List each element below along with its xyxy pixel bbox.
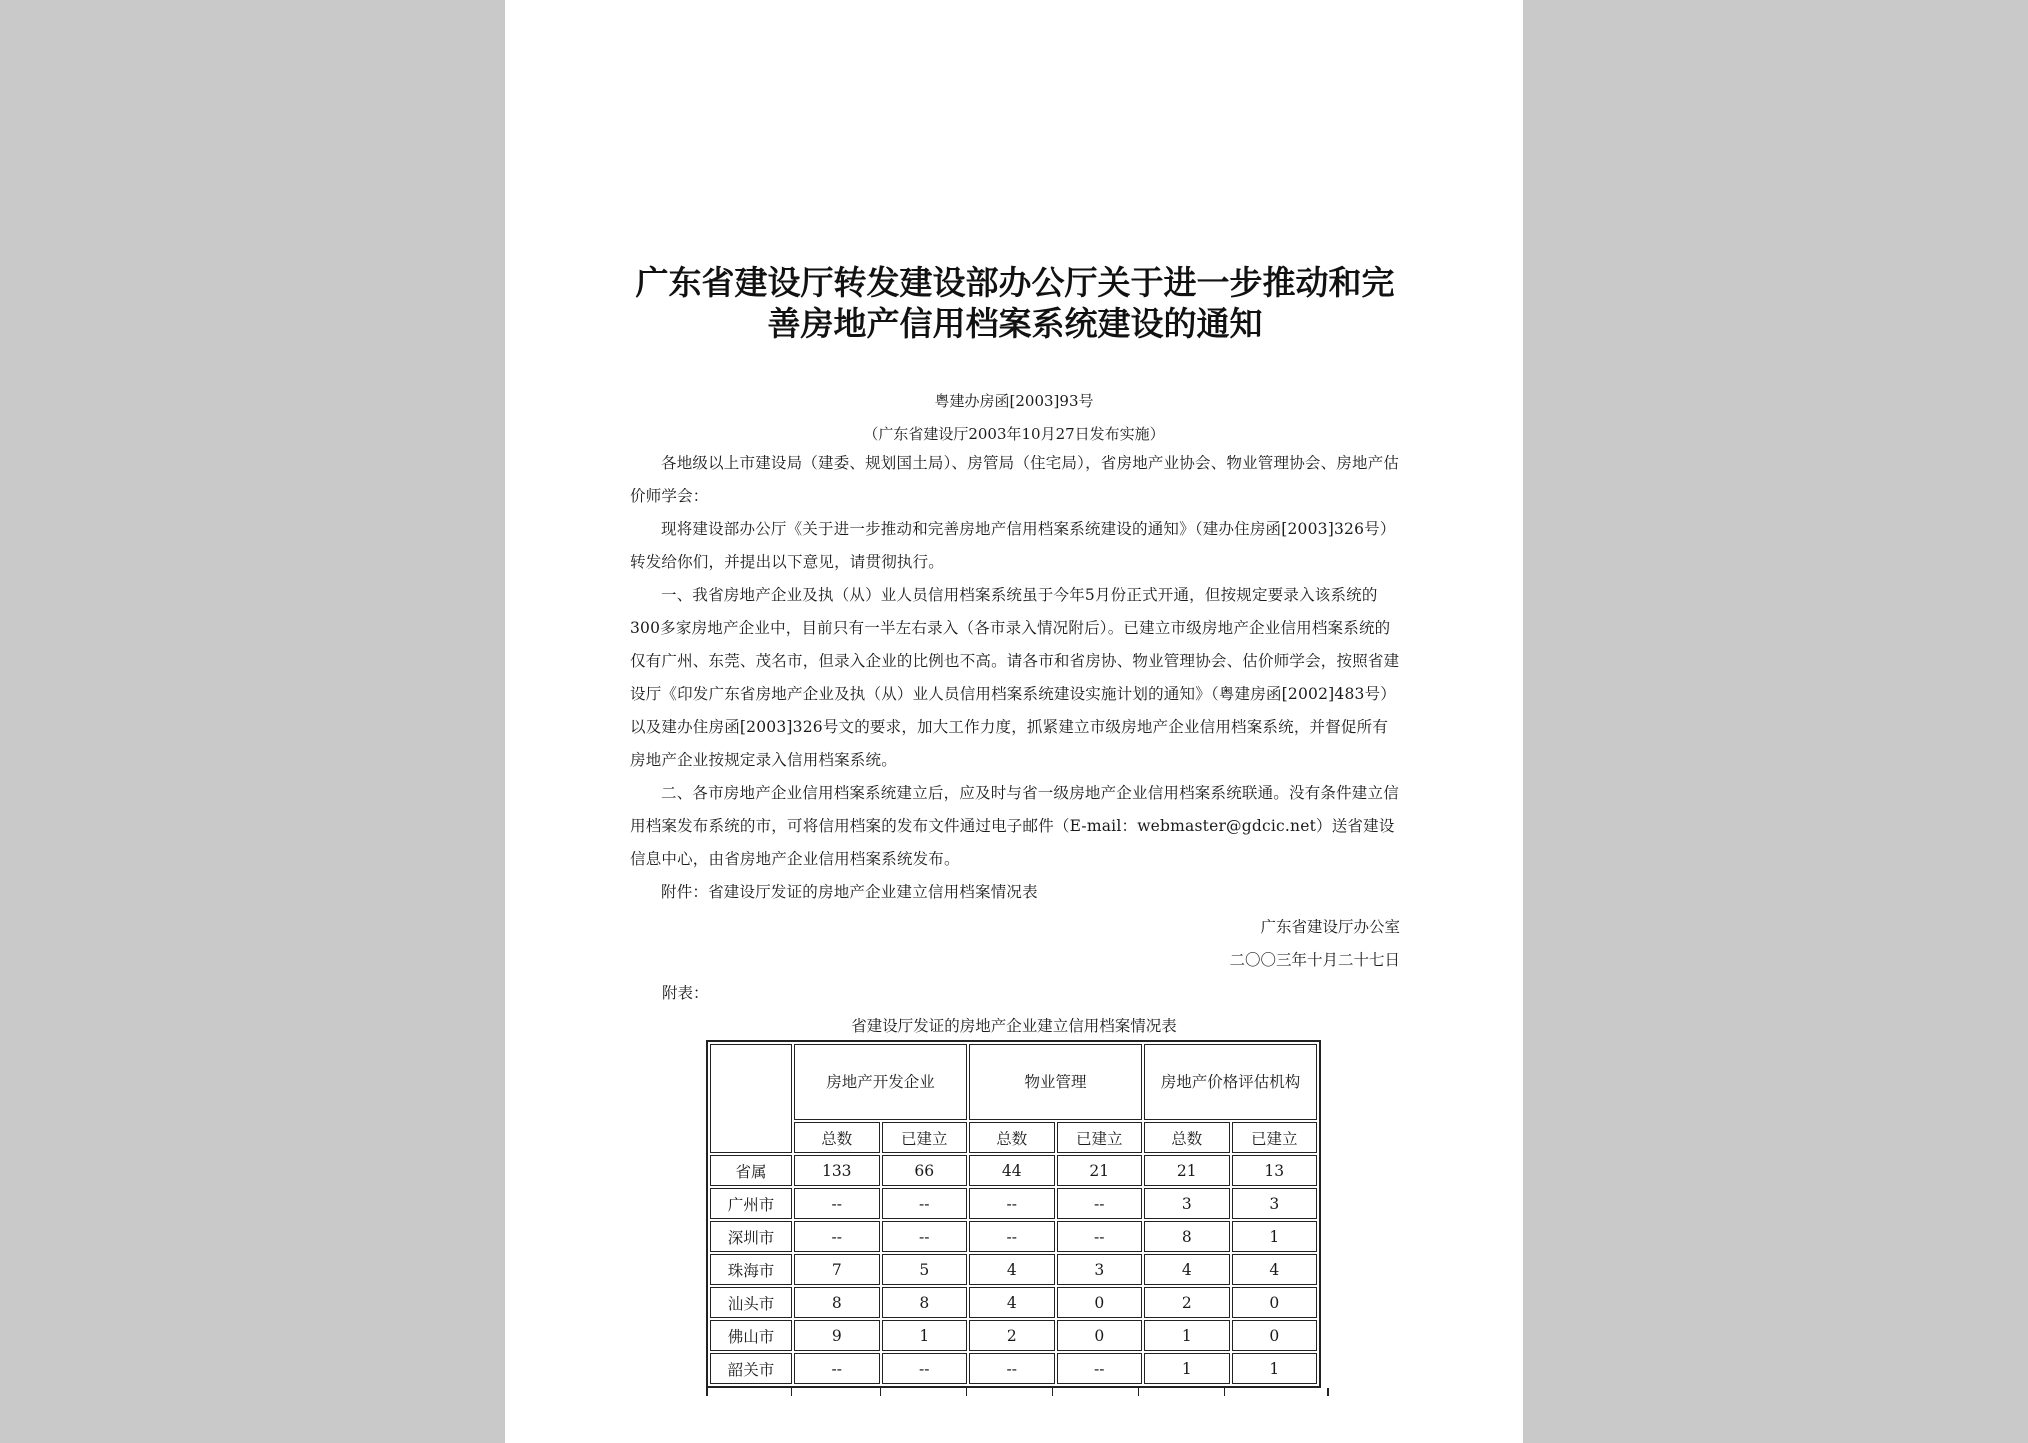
group-header-developers: 房地产开发企业: [794, 1044, 967, 1120]
document-title: [595, 262, 1435, 344]
table-cell: 1: [1232, 1353, 1318, 1384]
table-cell: --: [794, 1353, 880, 1384]
corner-header-cell: [710, 1044, 792, 1153]
table-cell: 4: [1144, 1254, 1230, 1285]
subheader-total: 总数: [969, 1122, 1055, 1153]
table-cell: 0: [1232, 1320, 1318, 1351]
table-cell: 1: [1144, 1353, 1230, 1384]
table-cell: 0: [1057, 1320, 1143, 1351]
table-row: [710, 1353, 1317, 1384]
table-cell: 4: [969, 1287, 1055, 1318]
table-cell: 66: [882, 1155, 968, 1186]
table-cell: 3: [1057, 1254, 1143, 1285]
title-line-1: 广东省建设厅转发建设部办公厅关于进一步推动和完: [635, 263, 1395, 302]
table-cell: 3: [1232, 1188, 1318, 1219]
table-cell: 0: [1232, 1287, 1318, 1318]
row-label: 广州市: [710, 1188, 792, 1219]
point-1-paragraph: 一、我省房地产企业及执（从）业人员信用档案系统虽于今年5月份正式开通，但按规定要录入该系统的300多家房地产企业中，目前只有一半左右录入（各市录入情况附后）。已建立市级房地产企业信用档案系统的仅有广州、东莞、茂名市，但录入企业的比例也不高。请各市和省房协、物业管理协会、估价师学会，按照省建设厅《印发广东省房地产企业及执（从）业人员信用档案系统建设实施计划的通知》（粤建房函[2002]483号）以及建办住房函[2003]326号文的要求，加大工作力度，抓紧建立市级房地产企业信用档案系统，并督促所有房地产企业按规定录入信用档案系统。: [630, 586, 1400, 769]
row-label: 韶关市: [710, 1353, 792, 1384]
table-cell: 1: [1144, 1320, 1230, 1351]
signature-date: 二〇〇三年十月二十七日: [1229, 951, 1400, 969]
table-cell: 3: [1144, 1188, 1230, 1219]
table-caption: 省建设厅发证的房地产企业建立信用档案情况表: [851, 1017, 1177, 1035]
table-cell: 21: [1057, 1155, 1143, 1186]
table-cell: 8: [882, 1287, 968, 1318]
subheader-total: 总数: [794, 1122, 880, 1153]
title-line-2: 善房地产信用档案系统建设的通知: [767, 304, 1263, 343]
table-continuation: [706, 1388, 1329, 1396]
table-cell: 1: [1232, 1221, 1318, 1252]
table-cell: 8: [1144, 1221, 1230, 1252]
point-2-paragraph: 二、各市房地产企业信用档案系统建立后，应及时与省一级房地产企业信用档案系统联通。没有条件建立信用档案发布系统的市，可将信用档案的发布文件通过电子邮件（E-mail：webmaster@gdcic.net）送省建设信息中心，由省房地产企业信用档案系统发布。: [630, 784, 1399, 868]
subheader-total: 总数: [1144, 1122, 1230, 1153]
group-header-appraisal: 房地产价格评估机构: [1144, 1044, 1317, 1120]
table-cell: 9: [794, 1320, 880, 1351]
table-cell: 133: [794, 1155, 880, 1186]
row-label: 汕头市: [710, 1287, 792, 1318]
table-cell: --: [882, 1353, 968, 1384]
document-number: 粤建办房函[2003]93号: [934, 392, 1094, 410]
table-cell: --: [794, 1221, 880, 1252]
table-cell: 21: [1144, 1155, 1230, 1186]
table-cell: --: [882, 1221, 968, 1252]
credit-archive-table: [706, 1040, 1321, 1388]
signature-organization: 广东省建设厅办公室: [1260, 918, 1400, 936]
subheader-established: 已建立: [882, 1122, 968, 1153]
table-cell: --: [969, 1221, 1055, 1252]
attachment-line: 附件：省建设厅发证的房地产企业建立信用档案情况表: [661, 883, 1038, 901]
table-cell: 7: [794, 1254, 880, 1285]
table-cell: 2: [1144, 1287, 1230, 1318]
table-cell: --: [1057, 1188, 1143, 1219]
row-label: 省属: [710, 1155, 792, 1186]
table-cell: 5: [882, 1254, 968, 1285]
appendix-label: 附表：: [662, 984, 709, 1002]
table-row: [710, 1188, 1317, 1219]
table-cell: --: [969, 1353, 1055, 1384]
table-row: [710, 1287, 1317, 1318]
table-cell: --: [969, 1188, 1055, 1219]
table-cell: 13: [1232, 1155, 1318, 1186]
table-cell: 4: [969, 1254, 1055, 1285]
subheader-established: 已建立: [1057, 1122, 1143, 1153]
table-cell: 2: [969, 1320, 1055, 1351]
table-cell: --: [1057, 1353, 1143, 1384]
subheader-established: 已建立: [1232, 1122, 1318, 1153]
row-label: 深圳市: [710, 1221, 792, 1252]
table-cell: --: [882, 1188, 968, 1219]
recipients-paragraph: 各地级以上市建设局（建委、规划国土局）、房管局（住宅局），省房地产业协会、物业管理协会、房地产估价师学会：: [630, 454, 1400, 505]
table-cell: 44: [969, 1155, 1055, 1186]
table-cell: 8: [794, 1287, 880, 1318]
group-header-property-management: 物业管理: [969, 1044, 1142, 1120]
table-cell: --: [1057, 1221, 1143, 1252]
row-label: 佛山市: [710, 1320, 792, 1351]
table-row: [710, 1155, 1317, 1186]
table-cell: 4: [1232, 1254, 1318, 1285]
publication-note: （广东省建设厅2003年10月27日发布实施）: [863, 425, 1165, 443]
table-row: [710, 1221, 1317, 1252]
table-row: [710, 1320, 1317, 1351]
table-cell: --: [794, 1188, 880, 1219]
row-label: 珠海市: [710, 1254, 792, 1285]
table-row: [710, 1254, 1317, 1285]
intro-paragraph: 现将建设部办公厅《关于进一步推动和完善房地产信用档案系统建设的通知》（建办住房函[2003]326号）转发给你们，并提出以下意见，请贯彻执行。: [630, 520, 1396, 571]
document-page: [505, 0, 1523, 1443]
table-cell: 1: [882, 1320, 968, 1351]
table-cell: 0: [1057, 1287, 1143, 1318]
